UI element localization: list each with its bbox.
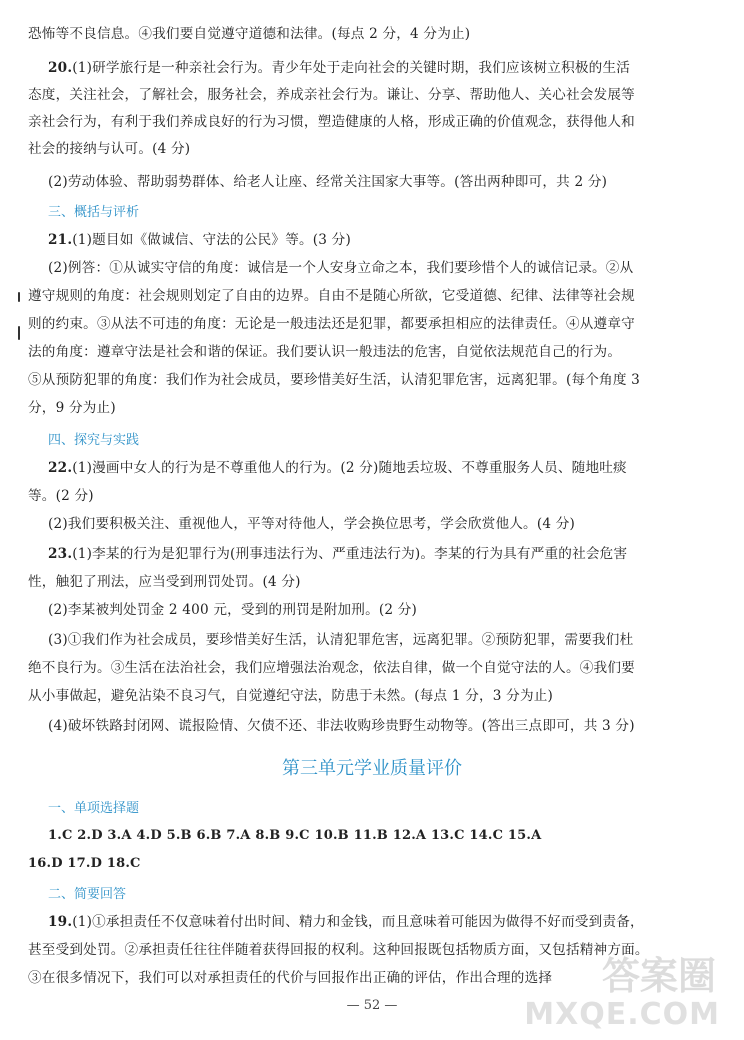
q19-text: (1)①承担责任不仅意味着付出时间、精力和金钱，而且意味着可能因为做得不好而受到责备， — [72, 914, 644, 930]
answers-line-1: 1.C 2.D 3.A 4.D 5.B 6.B 7.A 8.B 9.C 10.B 11.B 12.A 13.C 14.C 15.A — [48, 828, 542, 843]
q22-line-1 — [48, 458, 718, 478]
q21-line-2: (2)例答：①从诚实守信的角度：诚信是一个人安身立命之本，我们要珍惜个人的诚信记录。②从 — [48, 260, 634, 276]
q23-line-2: 性，触犯了刑法，应当受到刑罚处罚。(4 分) — [28, 574, 301, 590]
unit-title: 第三单元学业质量评价 — [282, 758, 462, 779]
q21-line-7: 分，9 分为止) — [28, 400, 116, 416]
q22-text: (1)漫画中女人的行为是不尊重他人的行为。(2 分)随地丢垃圾、不尊重服务人员、随地吐痰 — [72, 460, 627, 476]
q19-line-2: 甚至受到处罚。②承担责任往往伴随着获得回报的权利。这种回报既包括物质方面，又包括精神方面。 — [28, 942, 649, 958]
q23-part-4: (4)破坏铁路封闭网、谎报险情、欠债不还、非法收购珍贵野生动物等。(答出三点即可，共 3 分) — [48, 718, 635, 734]
q19-line-1 — [48, 912, 718, 932]
question-number: 22. — [48, 460, 73, 476]
section-heading: 四、探究与实践 — [48, 433, 140, 448]
q22-part-2: (2)我们要积极关注、重视他人，平等对待他人，学会换位思考，学会欣赏他人。(4 分) — [48, 516, 576, 532]
scan-mark — [18, 292, 20, 302]
q21-line-4: 则的约束。③从法不可违的角度：无论是一般违法还是犯罪，都要承担相应的法律责任。④从遵章守 — [28, 316, 635, 332]
q20-line-2: 态度，关注社会，了解社会，服务社会，养成亲社会行为。谦让、分享、帮助他人、关心社会发展等 — [28, 87, 635, 103]
q20-line-4: 社会的接纳与认可。(4 分) — [28, 141, 191, 157]
q20-line-3: 亲社会行为，有利于我们养成良好的行为习惯，塑造健康的人格，形成正确的价值观念，获得他人和 — [28, 114, 635, 130]
question-number: 19. — [48, 914, 73, 930]
section-heading: 二、简要回答 — [48, 887, 127, 902]
q22-line-2: 等。(2 分) — [28, 488, 94, 504]
q20-line-1 — [48, 58, 718, 78]
q20-text: (1)研学旅行是一种亲社会行为。青少年处于走向社会的关键时期，我们应该树立积极的生活 — [72, 60, 631, 76]
section-heading: 三、概括与评析 — [48, 205, 140, 220]
question-number: 20. — [48, 60, 73, 76]
watermark-url: MXQE.COM — [524, 997, 720, 1032]
q23-line-1 — [48, 544, 718, 564]
q21-text: (1)题目如《做诚信、守法的公民》等。(3 分) — [72, 232, 351, 248]
text-line: 恐怖等不良信息。④我们要自觉遵守道德和法律。(每点 2 分，4 分为止) — [28, 26, 471, 42]
answers-line-2: 16.D 17.D 18.C — [28, 856, 141, 871]
q21-line-5: 法的角度：遵章守法是社会和谐的保证。我们要认识一般违法的危害，自觉依法规范自己的行为。 — [28, 344, 622, 360]
section-heading: 一、单项选择题 — [48, 801, 140, 816]
q23-part-3-line-2: 绝不良行为。③生活在法治社会，我们应增强法治观念，依法自律，做一个自觉守法的人。④我们要 — [28, 660, 635, 676]
q21-line-6: ⑤从预防犯罪的角度：我们作为社会成员，要珍惜美好生活，认清犯罪危害，远离犯罪。(每个角度 3 — [28, 372, 641, 388]
q23-text: (1)李某的行为是犯罪行为(刑事违法行为、严重违法行为)。李某的行为具有严重的社会危害 — [72, 546, 628, 562]
scan-mark — [18, 326, 20, 340]
q19-line-3: ③在很多情况下，我们可以对承担责任的代价与回报作出正确的评估，作出合理的选择 — [28, 970, 553, 986]
q21-line-1 — [48, 230, 718, 250]
q23-part-3-line-3: 从小事做起，避免沾染不良习气，自觉遵纪守法，防患于未然。(每点 1 分，3 分为止) — [28, 688, 554, 704]
watermark-logo: 答案圈 — [601, 954, 716, 998]
question-number: 21. — [48, 232, 73, 248]
q20-part-2: (2)劳动体验、帮助弱势群体、给老人让座、经常关注国家大事等。(答出两种即可，共 2 分) — [48, 174, 608, 190]
page-number: — 52 — — [346, 998, 398, 1013]
q23-part-3-line-1: (3)①我们作为社会成员，要珍惜美好生活，认清犯罪危害，远离犯罪。②预防犯罪，需要我们杜 — [48, 632, 634, 648]
q23-part-2: (2)李某被判处罚金 2 400 元，受到的刑罚是附加刑。(2 分) — [48, 602, 418, 618]
q21-line-3: 遵守规则的角度：社会规则划定了自由的边界。自由不是随心所欲，它受道德、纪律、法律等社会规 — [28, 288, 635, 304]
question-number: 23. — [48, 546, 73, 562]
